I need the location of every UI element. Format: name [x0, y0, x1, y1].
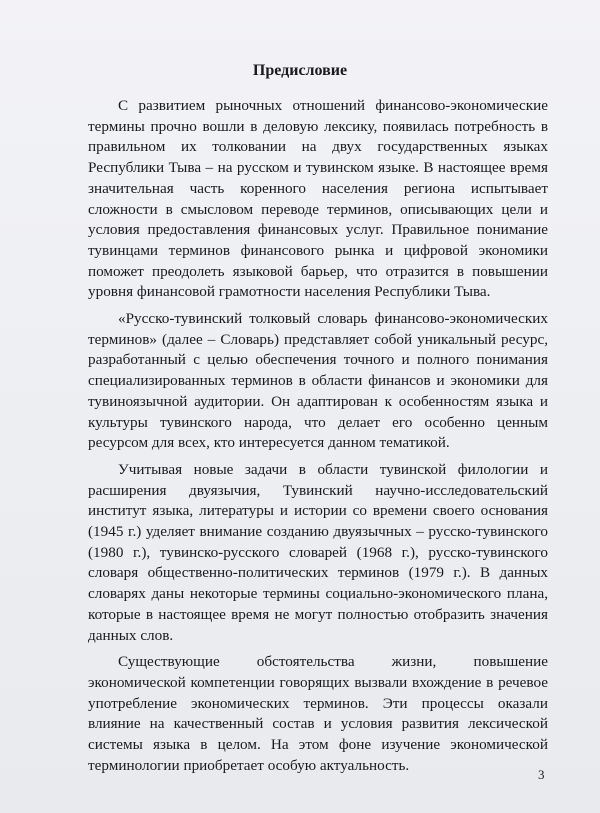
page-title: Предисловие	[252, 62, 348, 79]
paragraph-1: С развитием рыночных отношений финансово-экономические термины прочно вошли в деловую лексику, появилась потребность в правильном их толковании на двух государственных языках Республики Тыва – на русском и тувинском языке. В настоящее время значительная часть коренного населения региона испытывает сложности в смысловом переводе терминов, описывающих цели и условия предоставления финансовых услуг. Правильное понимание тувинцами терминов финансового рынка и цифровой экономики поможет преодолеть языковой барьер, что отразится в повышении уровня финансовой грамотности населения Республики Тыва.	[88, 97, 548, 301]
paragraph-4: Существующие обстоятельства жизни, повышение экономической компетенции говорящих вызвали вхождение в речевое употребление экономических терминов. Эти процессы оказали влияние на качественный состав и условия развития лексической системы языка в целом. На этом фоне изучение экономической терминологии приобретает особую актуальность.	[88, 653, 548, 774]
paragraph-3: Учитывая новые задачи в области тувинской филологии и расширения двуязычия, Тувинский научно-исследовательский институт языка, литературы и истории со времени своего основания (1945 г.) уделяет внимание созданию двуязычных – русско-тувинского (1980 г.), тувинско-русского словарей (1968 г.), русско-тувинского словаря общественно-политических терминов (1979 г.). В данных словарях даны некоторые термины социально-экономического плана, которые в настоящее время не могут полностью отобразить значения данных слов.	[88, 460, 548, 644]
body-text	[88, 96, 548, 783]
page-number: 3	[538, 767, 545, 782]
paragraph-2: «Русско-тувинский толковый словарь финансово-экономических терминов» (далее – Словарь) представляет собой уникальный ресурс, разработанный с целью обеспечения точного и полного понимания специализированных терминов в области финансов и экономики для тувиноязычной аудитории. Он адаптирован к особенностям языка и культуры тувинского народа, что делает его особенно ценным ресурсом для всех, кто интересуется данном тематикой.	[88, 310, 548, 452]
